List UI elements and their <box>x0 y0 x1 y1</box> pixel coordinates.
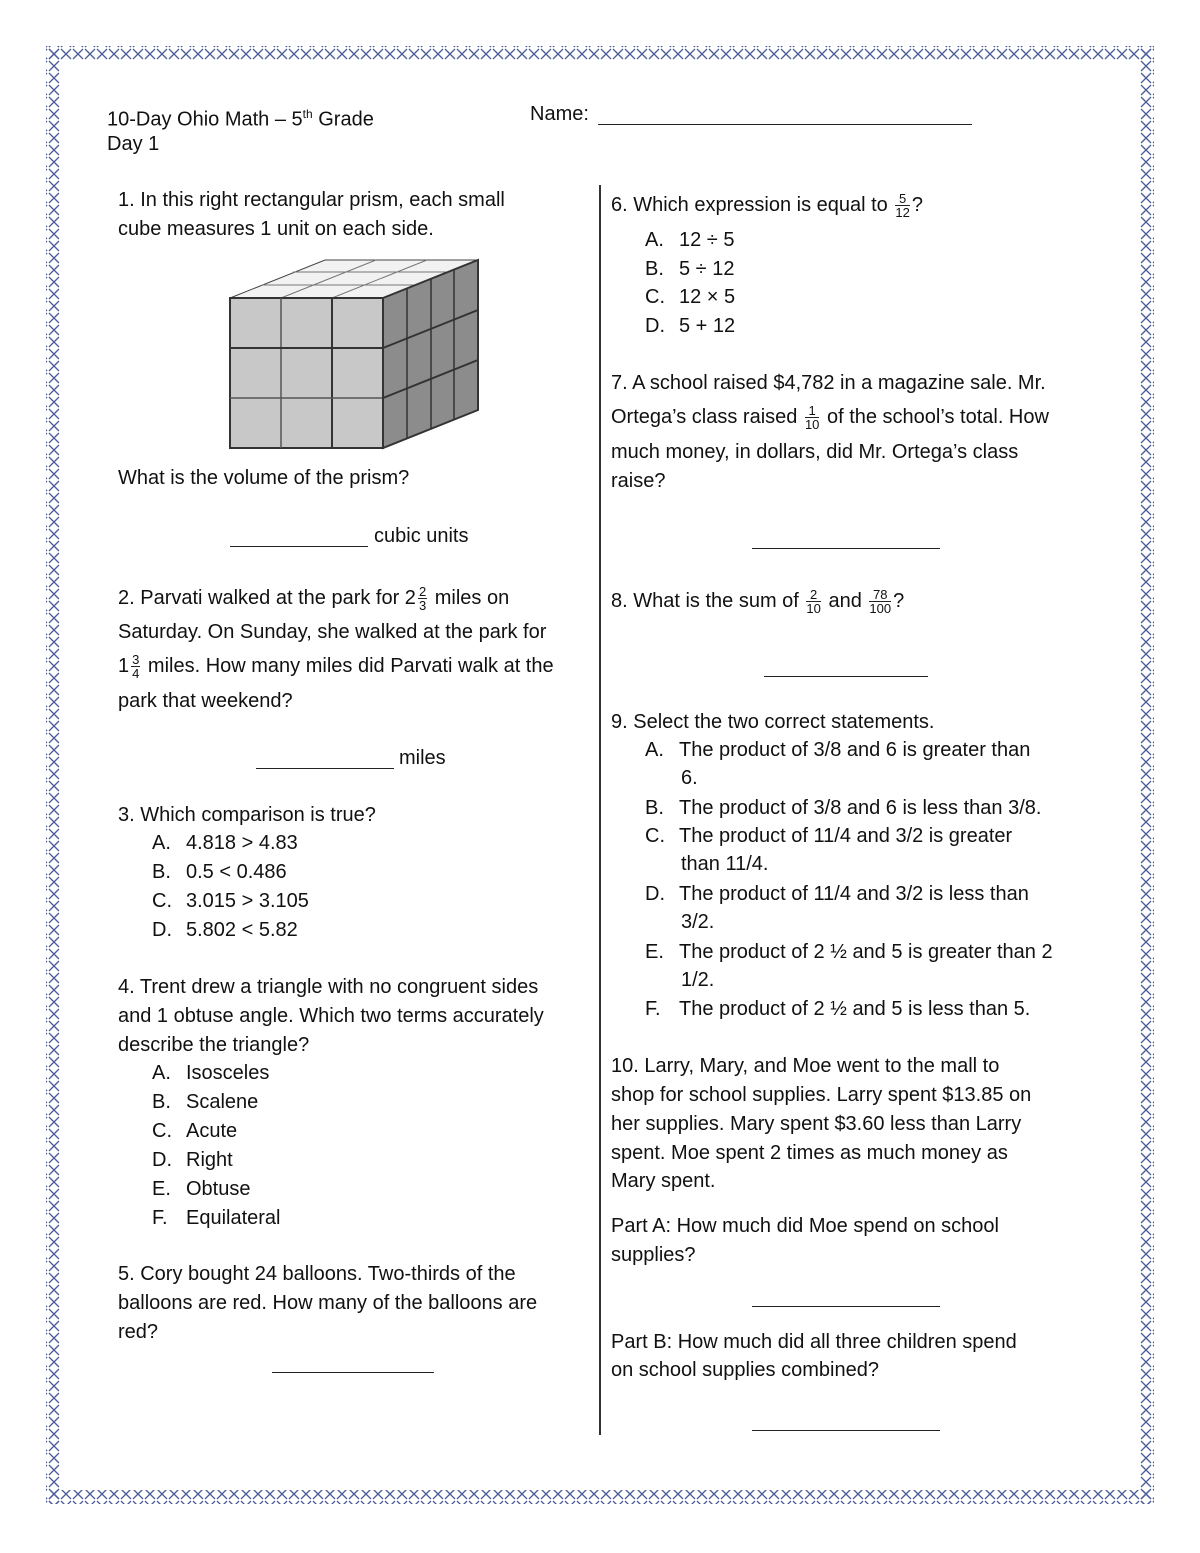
q4-option-d[interactable]: D. Right <box>152 1149 233 1171</box>
q10-part-a-line1: Part A: How much did Moe spend on school <box>611 1215 999 1237</box>
q3-prompt: 3. Which comparison is true? <box>118 804 376 826</box>
q10-text-line5: Mary spent. <box>611 1170 716 1192</box>
q9-option-e[interactable]: E. The product of 2 ½ and 5 is greater than 2 <box>645 941 1053 963</box>
q6-option-c[interactable]: C. 12 × 5 <box>645 286 736 308</box>
column-divider <box>599 185 601 1435</box>
q2-text-line3: 1 $\frac{3}{4}$ miles. How many miles did Parvati walk at the <box>118 652 554 682</box>
q9-option-a[interactable]: A. The product of 3/8 and 6 is greater than <box>645 739 1031 761</box>
fraction-two-thirds: $\frac{2}{3}$ <box>418 584 427 614</box>
q1-answer-blank[interactable] <box>230 546 368 547</box>
day-label: Day 1 <box>107 133 160 155</box>
q4-text-line2: and 1 obtuse angle. Which two terms accurately <box>118 1005 544 1027</box>
q9-prompt: 9. Select the two correct statements. <box>611 711 935 733</box>
q9-option-e-cont: 1/2. <box>681 969 715 991</box>
q4-option-f[interactable]: F. Equilateral <box>152 1207 281 1229</box>
q1-text-line1: 1. In this right rectangular prism, each small <box>118 189 505 211</box>
q7-text-line2: Ortega’s class raised $\frac{1}{10}$ of the school’s total. How <box>611 403 1049 433</box>
q9-option-a-cont: 6. <box>681 767 698 789</box>
q1-unit: cubic units <box>374 525 469 547</box>
q9-option-b[interactable]: B. The product of 3/8 and 6 is less than 3/8. <box>645 797 1042 819</box>
q9-option-c-cont: than 11/4. <box>681 853 769 875</box>
q7-text-line3: much money, in dollars, did Mr. Ortega’s class <box>611 441 1019 463</box>
q10-text-line4: spent. Moe spent 2 times as much money as <box>611 1142 1008 1164</box>
q7-text-line1: 7. A school raised $4,782 in a magazine sale. Mr. <box>611 372 1046 394</box>
q8-prompt: 8. What is the sum of $\frac{2}{10}$ and $\frac{78}{100}$ ? <box>611 587 905 617</box>
q9-option-c[interactable]: C. The product of 11/4 and 3/2 is greater <box>645 825 1013 847</box>
fraction-two-tenths: $\frac{2}{10}$ <box>806 587 821 617</box>
rectangular-prism-figure <box>228 258 480 450</box>
q10-text-line2: shop for school supplies. Larry spent $13.85 on <box>611 1084 1032 1106</box>
q9-option-d-cont: 3/2. <box>681 911 715 933</box>
q3-option-b[interactable]: B. 0.5 < 0.486 <box>152 861 287 883</box>
fraction-five-twelfths: $\frac{5}{12}$ <box>895 191 910 221</box>
q2-answer-blank[interactable] <box>256 768 394 769</box>
q7-text-line4: raise? <box>611 470 666 492</box>
q6-option-b[interactable]: B. 5 ÷ 12 <box>645 258 735 280</box>
q5-text-line3: red? <box>118 1321 159 1343</box>
q3-option-d[interactable]: D. 5.802 < 5.82 <box>152 919 298 941</box>
q2-text-line1: 2. Parvati walked at the park for 2 $\frac{2}{3}$ miles on <box>118 584 510 614</box>
q3-option-c[interactable]: C. 3.015 > 3.105 <box>152 890 309 912</box>
worksheet-title: 10-Day Ohio Math – 5th Grade <box>107 107 374 131</box>
q9-option-f[interactable]: F. The product of 2 ½ and 5 is less than 5. <box>645 998 1031 1020</box>
q2-text-line2: Saturday. On Sunday, she walked at the park for <box>118 621 547 643</box>
q2-text-line4: park that weekend? <box>118 690 293 712</box>
q10-text-line3: her supplies. Mary spent $3.60 less than Larry <box>611 1113 1022 1135</box>
q10-part-b-line2: on school supplies combined? <box>611 1359 879 1381</box>
name-field[interactable] <box>598 124 972 125</box>
q3-option-a[interactable]: A. 4.818 > 4.83 <box>152 832 298 854</box>
q9-option-d[interactable]: D. The product of 11/4 and 3/2 is less than <box>645 883 1029 905</box>
q10-part-a-answer-blank[interactable] <box>752 1306 940 1307</box>
q6-option-d[interactable]: D. 5 + 12 <box>645 315 736 337</box>
q4-option-c[interactable]: C. Acute <box>152 1120 238 1142</box>
q4-option-b[interactable]: B. Scalene <box>152 1091 259 1113</box>
q5-answer-blank[interactable] <box>272 1372 434 1373</box>
q6-prompt: 6. Which expression is equal to $\frac{5}{12}$ ? <box>611 191 923 221</box>
q1-question: What is the volume of the prism? <box>118 467 410 489</box>
q4-text-line1: 4. Trent drew a triangle with no congruent sides <box>118 976 539 998</box>
q10-text-line1: 10. Larry, Mary, and Moe went to the mall to <box>611 1055 1000 1077</box>
q7-answer-blank[interactable] <box>752 548 940 549</box>
q2-unit: miles <box>399 747 446 769</box>
fraction-three-quarters: $\frac{3}{4}$ <box>132 652 140 682</box>
q4-option-e[interactable]: E. Obtuse <box>152 1178 251 1200</box>
q4-text-line3: describe the triangle? <box>118 1034 310 1056</box>
q6-option-a[interactable]: A. 12 ÷ 5 <box>645 229 735 251</box>
q4-option-a[interactable]: A. Isosceles <box>152 1062 270 1084</box>
q5-text-line1: 5. Cory bought 24 balloons. Two-thirds of the <box>118 1263 516 1285</box>
name-label: Name: <box>530 103 589 125</box>
fraction-seventy-eight-hundredths: $\frac{78}{100}$ <box>869 587 892 617</box>
q1-text-line2: cube measures 1 unit on each side. <box>118 218 434 240</box>
fraction-one-tenth: $\frac{1}{10}$ <box>804 403 820 433</box>
q10-part-a-line2: supplies? <box>611 1244 696 1266</box>
q5-text-line2: balloons are red. How many of the balloons are <box>118 1292 538 1314</box>
q8-answer-blank[interactable] <box>764 676 928 677</box>
q10-part-b-line1: Part B: How much did all three children spend <box>611 1331 1017 1353</box>
q10-part-b-answer-blank[interactable] <box>752 1430 940 1431</box>
